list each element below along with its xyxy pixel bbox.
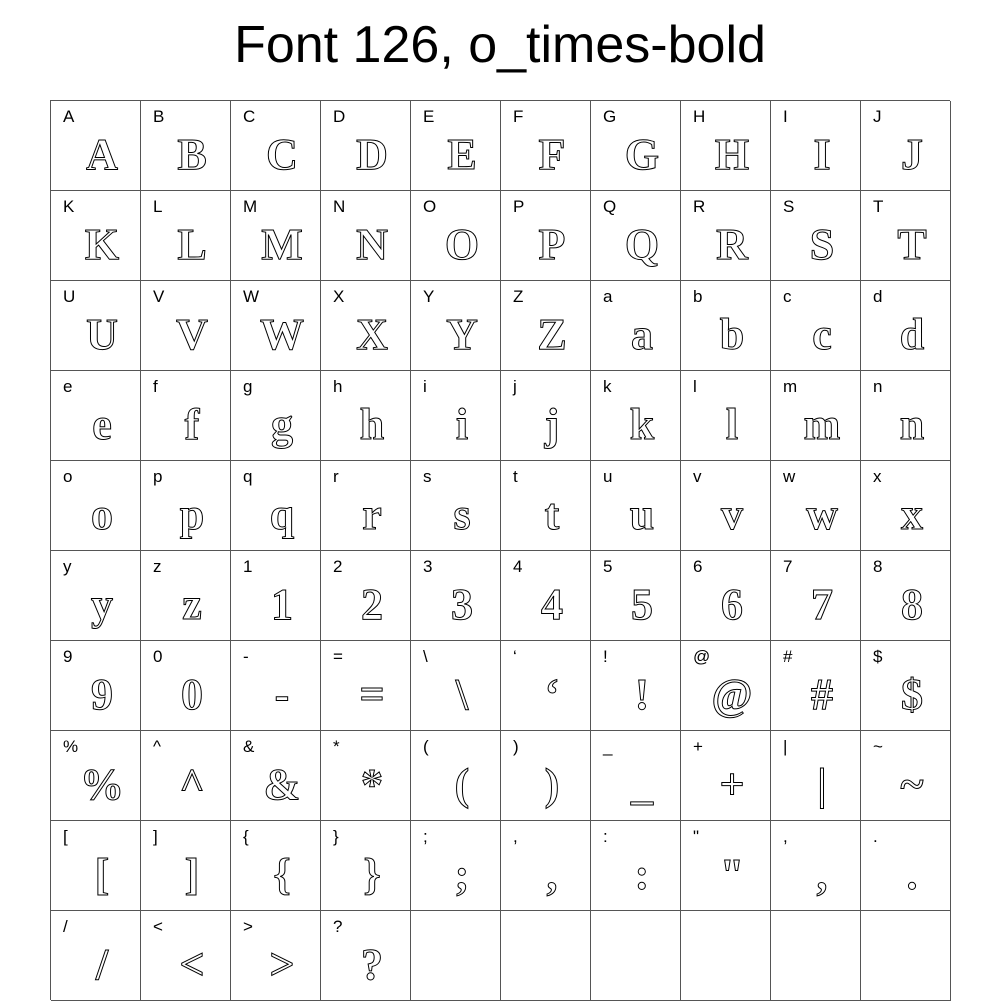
glyph-sample: ] [184,850,200,899]
glyph-sample: > [269,940,295,989]
glyph-cell [501,641,591,731]
glyph-cell [321,551,411,641]
glyph-sample [517,935,587,995]
glyph-sample: w [806,490,838,539]
glyph-cell [681,191,771,281]
glyph-cell-label: & [243,737,255,756]
glyph-sample: ‘ [544,670,560,719]
glyph-sample: G [624,130,660,179]
glyph-cell [771,821,861,911]
glyph-cell [141,371,231,461]
glyph-cell-label: 3 [423,557,433,576]
glyph-cell [861,551,951,641]
glyph-cell [51,461,141,551]
glyph-sample: X [356,310,388,359]
glyph-sample: O [444,220,480,269]
glyph-cell-label: , [783,827,788,846]
glyph-cell [51,911,141,1001]
glyph-sample: B [177,130,207,179]
glyph-cell-label: % [63,737,79,756]
glyph-cell-label: g [243,377,253,396]
glyph-cell [141,461,231,551]
glyph-cell [591,461,681,551]
glyph-sample: V [176,310,208,359]
glyph-sample: 2 [361,580,383,629]
glyph-cell [501,731,591,821]
glyph-cell-label: T [873,197,884,216]
glyph-cell [51,551,141,641]
glyph-cell [231,551,321,641]
glyph-cell-label: r [333,467,339,486]
glyph-sample: H [714,130,750,179]
glyph-sample: c [812,310,832,359]
glyph-cell-label: . [873,827,878,846]
glyph-cell [501,281,591,371]
glyph-cell-label: S [783,197,795,216]
glyph-cell [321,821,411,911]
glyph-cell-label: 1 [243,557,253,576]
glyph-sample: Q [624,220,660,269]
glyph-cell-label: c [783,287,792,306]
glyph-cell-label: U [63,287,76,306]
glyph-sample: k [629,400,655,449]
glyph-sample: 8 [901,580,923,629]
glyph-sample: E [447,130,477,179]
glyph-cell [681,821,771,911]
glyph-sample: 0 [181,670,203,719]
glyph-cell [411,821,501,911]
glyph-sample: x [901,490,923,539]
glyph-cell [231,281,321,371]
glyph-cell [51,731,141,821]
glyph-cell [231,821,321,911]
glyph-cell-label: < [153,917,163,936]
glyph-cell-label: _ [603,737,613,756]
glyph-sample: p [179,490,205,539]
glyph-sample: & [263,760,301,809]
glyph-grid [50,100,950,1000]
glyph-cell-label: V [153,287,165,306]
glyph-sample: [ [94,850,110,899]
glyph-sample: = [359,670,385,719]
glyph-cell-label: ^ [153,737,161,756]
glyph-sample: j [544,400,560,449]
glyph-sample: ) [544,760,560,809]
glyph-sample: U [86,310,118,359]
glyph-sample: v [721,490,743,539]
glyph-cell-label: @ [693,647,711,666]
glyph-cell [141,101,231,191]
glyph-cell [591,641,681,731]
glyph-cell [501,191,591,281]
glyph-cell [51,641,141,731]
glyph-cell [501,551,591,641]
glyph-cell [321,371,411,461]
glyph-cell [681,731,771,821]
glyph-cell [771,911,861,1001]
glyph-sample: a [631,310,653,359]
glyph-cell-label: h [333,377,343,396]
glyph-sample: 7 [811,580,833,629]
glyph-cell [231,101,321,191]
glyph-cell [411,281,501,371]
glyph-cell [501,371,591,461]
glyph-cell-label: ; [423,827,428,846]
glyph-cell [141,191,231,281]
glyph-cell [681,641,771,731]
glyph-cell [411,461,501,551]
glyph-cell [591,821,681,911]
glyph-cell-label: D [333,107,346,126]
glyph-cell-label: " [693,827,700,846]
glyph-cell-label: e [63,377,73,396]
glyph-sample: u [629,490,655,539]
glyph-sample: } [363,850,381,899]
glyph-sample: . [906,850,918,899]
glyph-cell [501,461,591,551]
glyph-sample: N [356,220,388,269]
glyph-cell [771,191,861,281]
glyph-cell-label: ( [423,737,429,756]
glyph-cell-label: # [783,647,793,666]
glyph-sample: b [719,310,745,359]
glyph-cell-label: N [333,197,346,216]
glyph-cell-label: ? [333,917,343,936]
glyph-sample: t [544,490,560,539]
glyph-sample: m [803,400,841,449]
glyph-cell [51,821,141,911]
glyph-cell-label: A [63,107,75,126]
glyph-cell-label: } [333,827,339,846]
glyph-sample: M [261,220,303,269]
glyph-cell [771,371,861,461]
glyph-cell-label: l [693,377,697,396]
glyph-cell-label: ~ [873,737,883,756]
glyph-sample: d [899,310,925,359]
glyph-sample: l [725,400,739,449]
glyph-cell-label: I [783,107,788,126]
glyph-cell [681,281,771,371]
glyph-sample: T [897,220,927,269]
glyph-cell [141,821,231,911]
glyph-cell-label: s [423,467,432,486]
glyph-cell-label: f [153,377,158,396]
glyph-cell [141,731,231,821]
glyph-cell-label: j [513,377,517,396]
glyph-sample: , [546,850,558,899]
glyph-sample: r [362,490,382,539]
glyph-sample: - [274,670,290,719]
glyph-sample [877,935,947,995]
glyph-cell [411,371,501,461]
glyph-cell [861,281,951,371]
glyph-cell [141,551,231,641]
glyph-sample: K [84,220,120,269]
glyph-cell-label: d [873,287,883,306]
glyph-cell-label: Q [603,197,617,216]
glyph-sample: \ [455,670,469,719]
glyph-sample: h [359,400,385,449]
glyph-sample: $ [901,670,923,719]
glyph-sample: : [634,850,650,899]
glyph-sample: s [453,490,471,539]
glyph-cell-label: J [873,107,882,126]
glyph-cell [591,101,681,191]
glyph-sample: ! [634,670,650,719]
glyph-cell-label: m [783,377,798,396]
glyph-sample [607,935,677,995]
glyph-sample: z [182,580,202,629]
glyph-cell [321,911,411,1001]
glyph-cell [501,101,591,191]
glyph-sample: + [719,760,745,809]
glyph-cell-label: $ [873,647,883,666]
glyph-cell-label: 0 [153,647,163,666]
glyph-sample: ( [454,760,470,809]
glyph-cell-label: - [243,647,249,666]
glyph-cell-label: 7 [783,557,793,576]
glyph-cell [771,101,861,191]
glyph-sample: ^ [179,760,205,809]
glyph-sample: g [271,400,293,449]
glyph-cell-label: y [63,557,72,576]
glyph-cell [681,101,771,191]
glyph-sample: I [813,130,831,179]
glyph-cell-label: G [603,107,617,126]
glyph-cell-label: K [63,197,75,216]
glyph-cell [411,911,501,1001]
glyph-cell-label: 2 [333,557,343,576]
glyph-cell [231,641,321,731]
glyph-cell-label: Z [513,287,524,306]
glyph-cell-label: b [693,287,703,306]
glyph-cell-label: : [603,827,608,846]
glyph-cell-label: F [513,107,524,126]
glyph-sample: @ [711,670,753,719]
glyph-cell-label: x [873,467,882,486]
glyph-sample: < [179,940,205,989]
glyph-cell [591,731,681,821]
glyph-cell-label: , [513,827,518,846]
glyph-sample: o [91,490,113,539]
glyph-cell-label: q [243,467,253,486]
glyph-cell-label: | [783,737,788,756]
glyph-cell-label: * [333,737,340,756]
glyph-cell [321,731,411,821]
glyph-cell [861,101,951,191]
glyph-cell [141,281,231,371]
glyph-cell-label: 8 [873,557,883,576]
glyph-cell-label: \ [423,647,428,666]
glyph-cell [681,551,771,641]
glyph-cell [321,461,411,551]
glyph-sample: { [273,850,291,899]
glyph-cell [411,731,501,821]
glyph-sample: / [95,940,109,989]
glyph-sample: Z [537,310,567,359]
glyph-cell-label: z [153,557,162,576]
glyph-sample: 5 [631,580,653,629]
glyph-cell [411,101,501,191]
glyph-cell-label: { [243,827,249,846]
glyph-cell-label: / [63,917,68,936]
glyph-cell-label: 9 [63,647,73,666]
glyph-sample: 9 [91,670,113,719]
glyph-sample: ~ [900,760,924,809]
glyph-cell [501,911,591,1001]
glyph-sample: D [356,130,388,179]
glyph-cell-label: M [243,197,258,216]
glyph-sample: f [184,400,200,449]
glyph-sample: # [811,670,833,719]
glyph-cell [231,461,321,551]
glyph-sample [697,935,767,995]
glyph-cell-label: ‘ [513,647,517,666]
glyph-cell-label: o [63,467,73,486]
glyph-cell-label: X [333,287,345,306]
glyph-cell [411,641,501,731]
glyph-cell [411,551,501,641]
glyph-sample: C [266,130,298,179]
glyph-sample: Y [446,310,478,359]
glyph-sample: 4 [541,580,563,629]
glyph-cell [321,101,411,191]
glyph-sample [787,935,857,995]
glyph-cell [231,191,321,281]
glyph-cell-label: p [153,467,163,486]
glyph-cell-label: Y [423,287,435,306]
glyph-cell-label: O [423,197,437,216]
glyph-cell-label: v [693,467,702,486]
glyph-cell-label: u [603,467,613,486]
glyph-cell-label: ) [513,737,519,756]
glyph-cell [141,641,231,731]
glyph-cell-label: > [243,917,253,936]
glyph-cell [231,731,321,821]
glyph-cell [51,101,141,191]
glyph-cell [681,371,771,461]
glyph-cell-label: R [693,197,706,216]
glyph-cell-label: ] [153,827,158,846]
glyph-cell [681,461,771,551]
glyph-cell [861,731,951,821]
glyph-cell-label: P [513,197,525,216]
glyph-cell-label: [ [63,827,68,846]
glyph-sample [427,935,497,995]
glyph-cell-label: 4 [513,557,523,576]
glyph-sample: ? [361,940,383,989]
glyph-cell [141,911,231,1001]
glyph-cell [51,371,141,461]
glyph-cell [231,371,321,461]
glyph-sample: 3 [451,580,473,629]
glyph-sample: e [92,400,112,449]
glyph-cell [591,911,681,1001]
glyph-cell-label: t [513,467,518,486]
glyph-cell-label: i [423,377,427,396]
glyph-cell [771,641,861,731]
glyph-sample: | [817,760,827,809]
glyph-cell-label: C [243,107,256,126]
glyph-cell-label: + [693,737,703,756]
glyph-cell [861,191,951,281]
glyph-sample: 6 [721,580,743,629]
glyph-cell-label: n [873,377,883,396]
glyph-sample: " [719,850,745,899]
glyph-sample: W [260,310,304,359]
glyph-cell [51,281,141,371]
glyph-cell [411,191,501,281]
glyph-sample: P [538,220,566,269]
glyph-cell-label: W [243,287,260,306]
glyph-cell-label: w [783,467,796,486]
glyph-cell [861,371,951,461]
glyph-cell-label: B [153,107,165,126]
glyph-cell [591,281,681,371]
glyph-cell [321,641,411,731]
glyph-sample: R [716,220,748,269]
glyph-cell [501,821,591,911]
glyph-sample: i [455,400,469,449]
glyph-sample: J [901,130,923,179]
glyph-sample: 1 [271,580,293,629]
glyph-cell [771,731,861,821]
glyph-cell-label: 6 [693,557,703,576]
glyph-cell [771,461,861,551]
glyph-cell [591,551,681,641]
glyph-sample: ; [454,850,470,899]
glyph-cell [861,641,951,731]
glyph-cell [771,551,861,641]
glyph-cell [321,281,411,371]
glyph-cell [51,191,141,281]
glyph-sample: * [361,760,383,809]
glyph-sample: S [809,220,835,269]
glyph-cell-label: k [603,377,612,396]
glyph-cell [861,911,951,1001]
glyph-cell [771,281,861,371]
glyph-sample: , [816,850,828,899]
glyph-cell-label: ! [603,647,608,666]
glyph-sample: L [177,220,207,269]
glyph-cell [861,821,951,911]
glyph-cell [861,461,951,551]
glyph-cell-label: 5 [603,557,613,576]
glyph-sample: q [269,490,295,539]
glyph-cell-label: E [423,107,435,126]
glyph-cell [321,191,411,281]
glyph-sample: A [86,130,118,179]
glyph-cell-label: = [333,647,343,666]
glyph-sample: % [80,760,124,809]
glyph-cell [681,911,771,1001]
glyph-cell-label: H [693,107,706,126]
glyph-cell [591,371,681,461]
glyph-cell [591,191,681,281]
glyph-sample: _ [631,760,653,809]
page-title: Font 126, o_times-bold [234,16,766,74]
glyph-cell-label: L [153,197,163,216]
glyph-cell-label: a [603,287,613,306]
glyph-sample: F [538,130,566,179]
glyph-cell [231,911,321,1001]
glyph-sample: y [91,580,113,629]
glyph-sample: n [899,400,925,449]
